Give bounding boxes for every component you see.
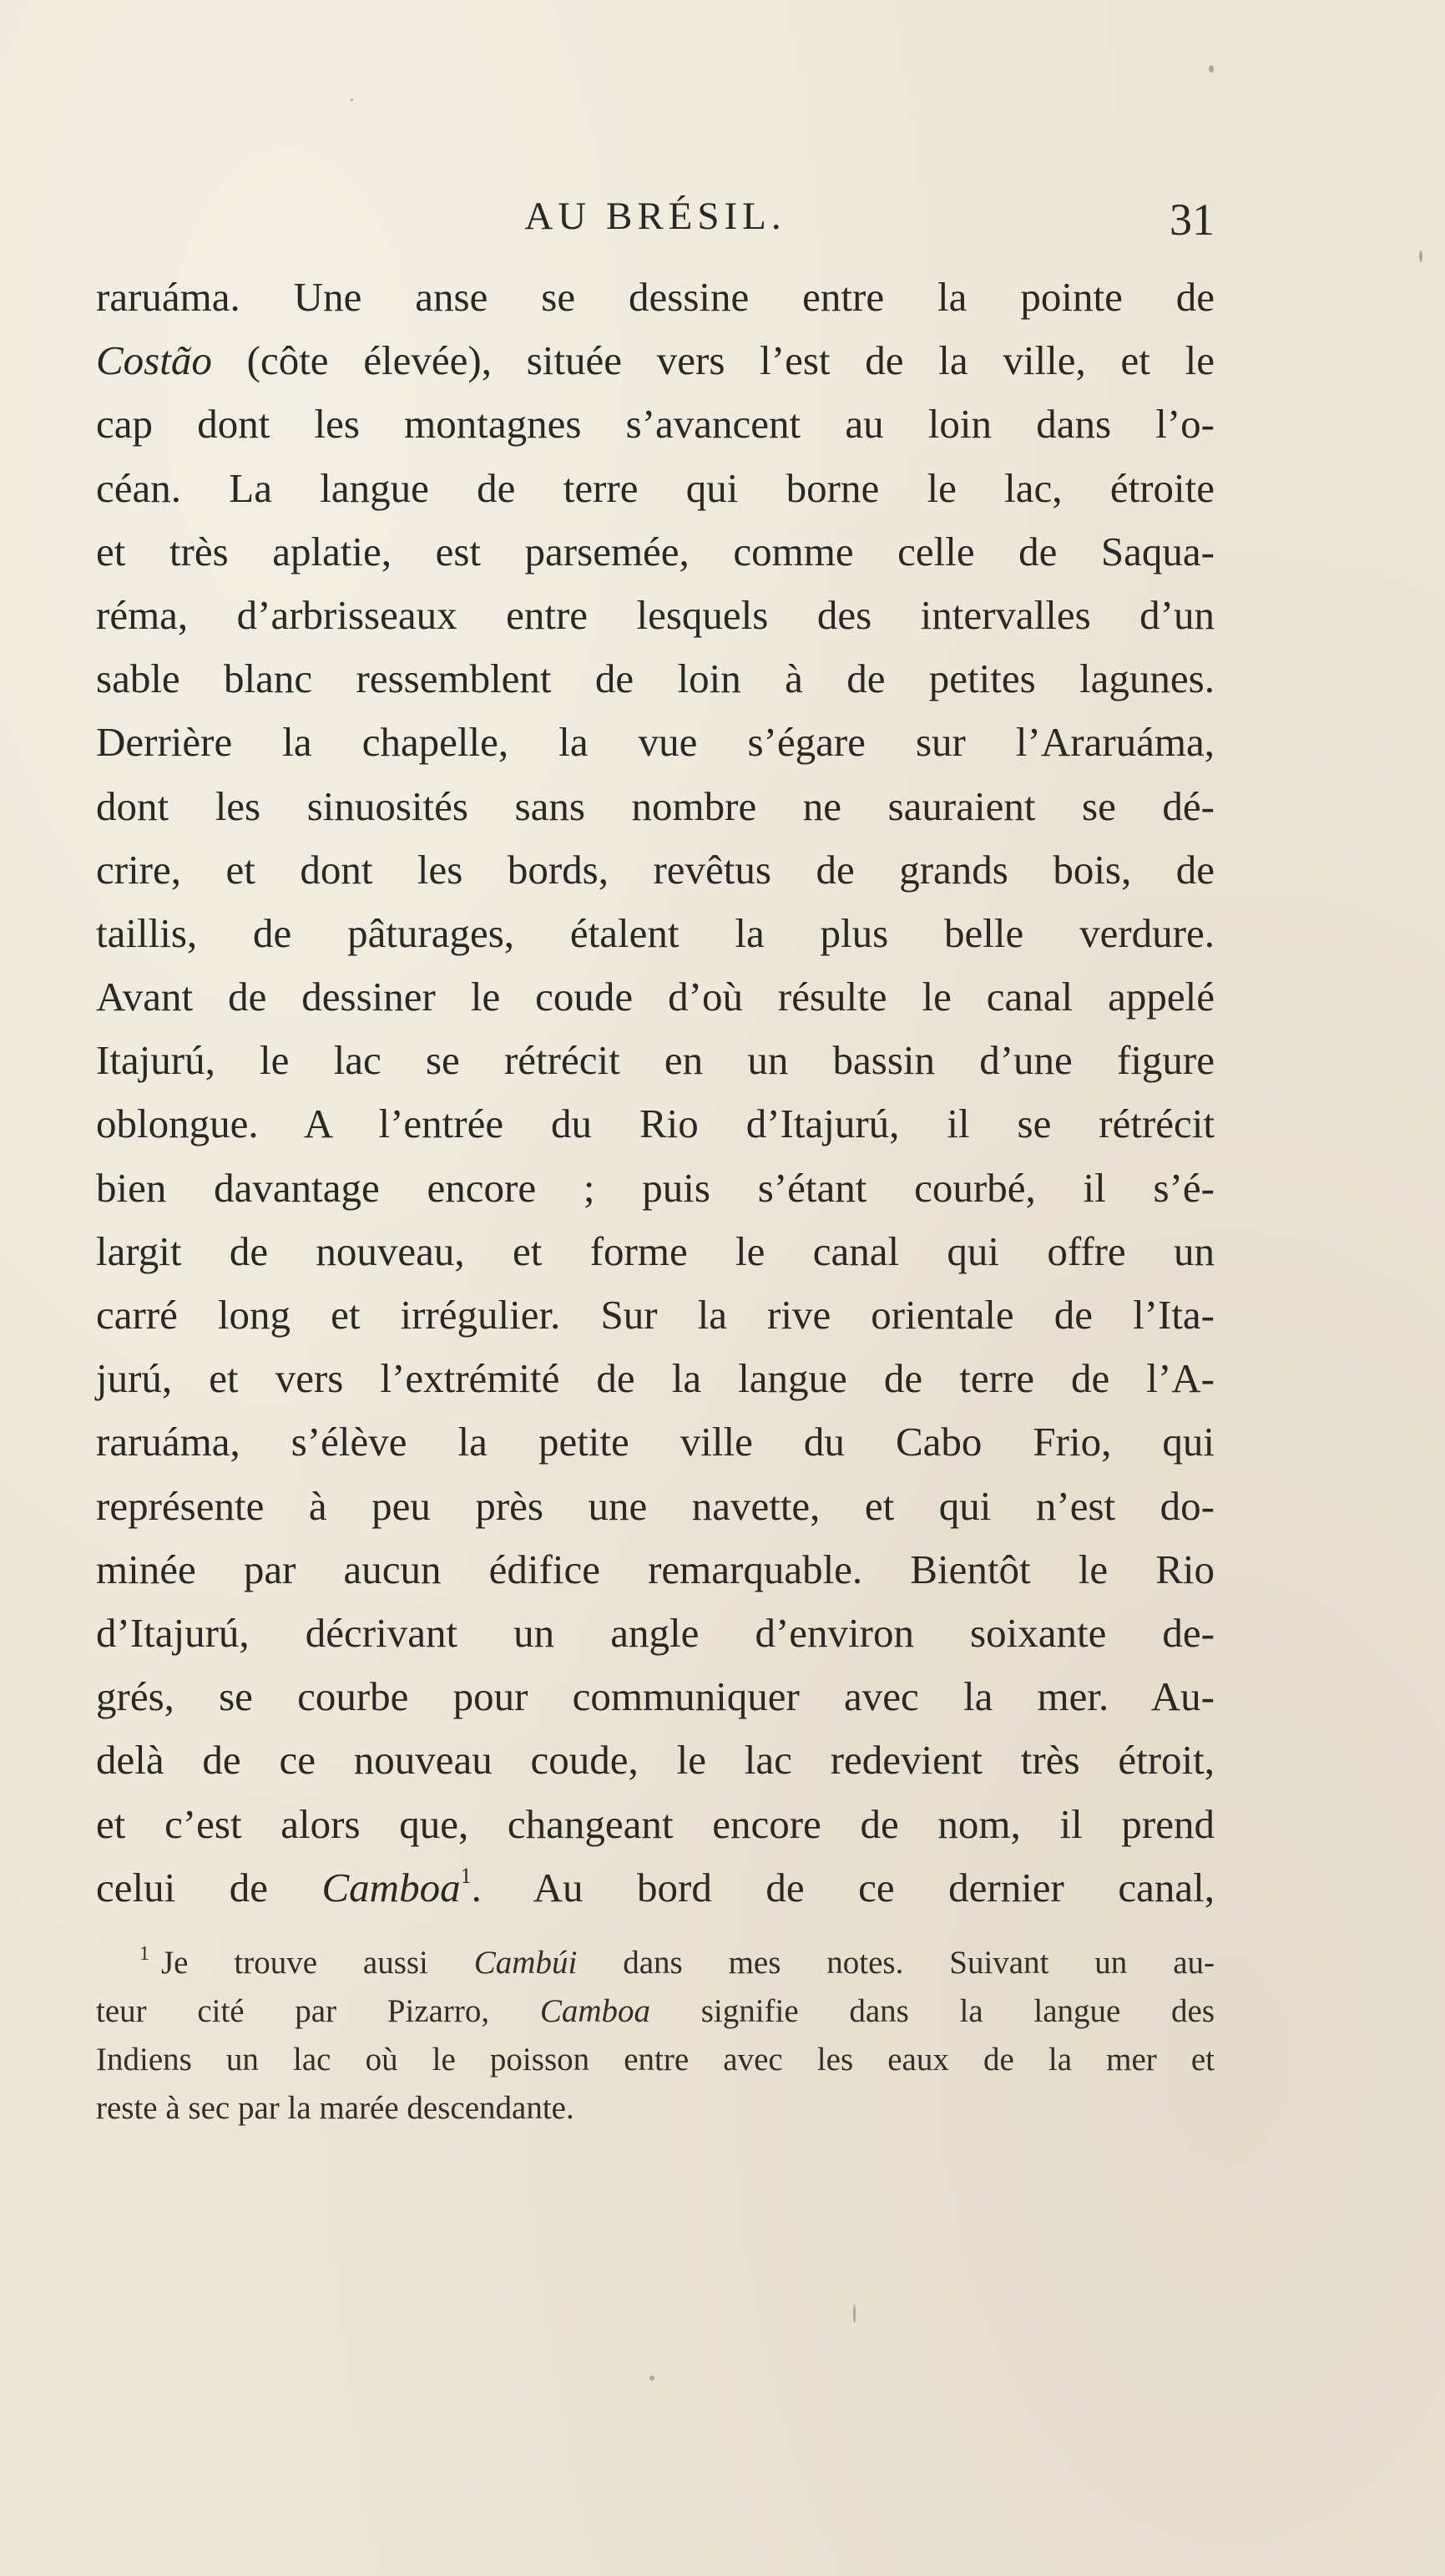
paper-speck <box>1419 251 1422 262</box>
body-text <box>96 266 1215 1920</box>
text-segment: celui de <box>96 1864 322 1910</box>
footnote-line <box>96 1939 1215 1987</box>
paper-speck <box>351 99 353 101</box>
text-line: grés, se courbe pour communiquer avec la mer. Au- <box>96 1673 1215 1720</box>
text-line: crire, et dont les bords, revêtus de grands bois, de <box>96 846 1215 893</box>
footnote-line <box>96 2084 1215 2133</box>
text-line: bien davantage encore ; puis s’étant courbé, il s’é- <box>96 1164 1215 1211</box>
paper-speck <box>853 2305 856 2323</box>
text-line: delà de ce nouveau coude, le lac redevient très étroit, <box>96 1737 1215 1784</box>
page-number: 31 <box>1170 195 1215 245</box>
text-segment: Je trouve aussi <box>161 1945 474 1981</box>
text-segment: Indiens un lac où le poisson entre avec les eaux de la mer et <box>96 2042 1215 2078</box>
text-segment: (côte élevée), située vers l’est de la ville, et le <box>211 337 1215 384</box>
text-line <box>96 329 1215 392</box>
text-line: représente à peu près une navette, et qui n’est do- <box>96 1482 1215 1529</box>
text-line: d’Itajurú, décrivant un angle d’environ soixante de- <box>96 1609 1215 1656</box>
text-line: raruáma, s’élève la petite ville du Cabo Frio, qui <box>96 1419 1215 1465</box>
text-line: réma, d’arbrisseaux entre lesquels des intervalles d’un <box>96 591 1215 638</box>
text-line: jurú, et vers l’extrémité de la langue de terre de l’A- <box>96 1355 1215 1402</box>
running-title: AU BRÉSIL. <box>524 195 786 238</box>
text-line: oblongue. A l’entrée du Rio d’Itajurú, il se rétrécit <box>96 1101 1215 1147</box>
italic-term: Cambúi <box>473 1945 578 1981</box>
italic-term: Camboa <box>321 1864 461 1910</box>
text-line <box>96 1856 1215 1920</box>
text-segment: reste à sec par la marée descendante. <box>96 2090 574 2126</box>
paper-speck <box>649 2376 654 2381</box>
running-head <box>96 194 1215 252</box>
text-line: Avant de dessiner le coude d’où résulte le canal appelé <box>96 974 1215 1020</box>
text-line: raruáma. Une anse se dessine entre la pointe de <box>96 274 1215 320</box>
text-line: céan. La langue de terre qui borne le lac, étroite <box>96 464 1215 511</box>
text-line: cap dont les montagnes s’avancent au loin dans l’o- <box>96 401 1215 448</box>
text-line: et c’est alors que, changeant encore de nom, il prend <box>96 1800 1215 1847</box>
text-line: minée par aucun édifice remarquable. Bientôt le Rio <box>96 1546 1215 1592</box>
italic-term: Camboa <box>539 1993 651 2029</box>
text-line: taillis, de pâturages, étalent la plus belle verdure. <box>96 909 1215 956</box>
text-line: sable blanc ressemblent de loin à de petites lagunes. <box>96 655 1215 702</box>
footnote-marker: 1 <box>460 1863 472 1888</box>
text-line: Itajurú, le lac se rétrécit en un bassin d’une figure <box>96 1037 1215 1084</box>
text-line: carré long et irrégulier. Sur la rive orientale de l’Ita- <box>96 1292 1215 1338</box>
text-line: largit de nouveau, et forme le canal qui offre un <box>96 1227 1215 1274</box>
paper-speck <box>1209 65 1214 73</box>
text-segment: dans mes notes. Suivant un au- <box>577 1945 1215 1981</box>
text-line: Derrière la chapelle, la vue s’égare sur l’Araruáma, <box>96 719 1215 766</box>
text-segment: teur cité par Pizarro, <box>96 1993 540 2029</box>
footnote-line <box>96 2036 1215 2084</box>
footnote <box>96 1939 1215 2133</box>
text-segment: signifie dans la langue des <box>650 1993 1215 2029</box>
footnote-number: 1 <box>139 1943 149 1965</box>
footnote-line <box>96 1987 1215 2036</box>
text-line: dont les sinuosités sans nombre ne sauraient se dé- <box>96 782 1215 829</box>
text-line: et très aplatie, est parsemée, comme celle de Saqua- <box>96 528 1215 574</box>
text-segment: . Au bord de ce dernier canal, <box>471 1864 1215 1910</box>
italic-term: Costão <box>96 337 212 384</box>
